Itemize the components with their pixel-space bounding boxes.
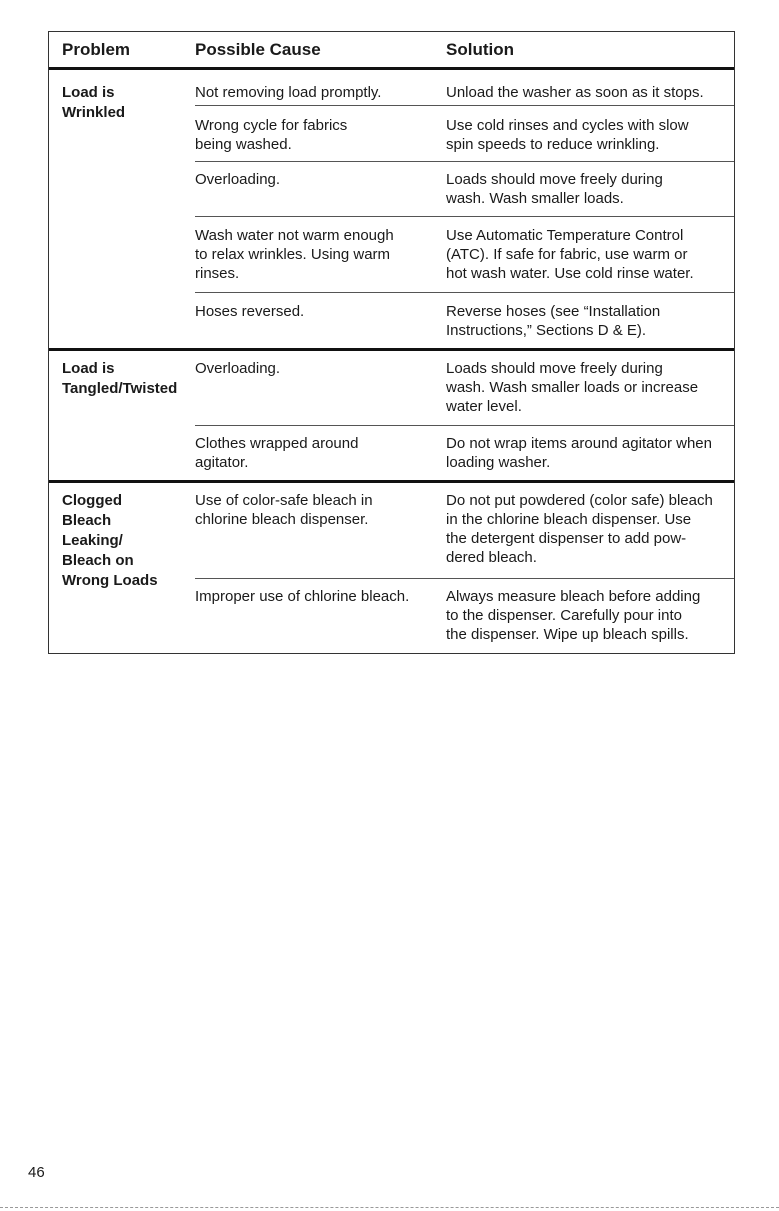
- solution-cell: Do not wrap items around agitator when loading washer.: [446, 435, 712, 471]
- cause-cell: Clothes wrapped around agitator.: [195, 435, 359, 471]
- problem-clogged-bleach: Clogged Bleach Leaking/ Bleach on Wrong Loads: [62, 492, 158, 589]
- header-rule: [49, 67, 734, 70]
- problem-load-wrinkled: Load is Wrinkled: [62, 84, 126, 121]
- solution-cell: Use cold rinses and cycles with slow spin speeds to reduce wrinkling.: [446, 117, 689, 153]
- problem-load-tangled: Load is Tangled/Twisted: [62, 360, 178, 397]
- solution-cell: Reverse hoses (see “Installation Instructions,” Sections D & E).: [446, 303, 661, 339]
- solution-cell: Use Automatic Temperature Control (ATC). If safe for fabric, use warm or hot wash water. Use cold rinse water.: [446, 227, 694, 282]
- solution-cell: Always measure bleach before adding to the dispenser. Carefully pour into the dispenser. Wipe up bleach spills.: [446, 588, 701, 643]
- solution-cell: Unload the washer as soon as it stops.: [446, 84, 704, 101]
- row-divider: [195, 161, 734, 162]
- group-rule: [49, 348, 734, 351]
- cause-cell: Wash water not warm enough to relax wrinkles. Using warm rinses.: [195, 227, 394, 282]
- row-divider: [195, 105, 734, 106]
- row-divider: [195, 425, 734, 426]
- solution-cell: Loads should move freely during wash. Wash smaller loads.: [446, 171, 663, 207]
- cause-cell: Improper use of chlorine bleach.: [195, 588, 410, 605]
- cause-cell: Not removing load promptly.: [195, 84, 382, 101]
- solution-cell: Do not put powdered (color safe) bleach in the chlorine bleach dispenser. Use the detergent dispenser to add pow- dered bleach.: [446, 492, 713, 566]
- header-solution: Solution: [446, 40, 514, 59]
- group-rule: [49, 480, 734, 483]
- row-divider: [195, 216, 734, 217]
- header-problem: Problem: [62, 40, 131, 59]
- cause-cell: Overloading.: [195, 171, 281, 188]
- header-possible-cause: Possible Cause: [195, 40, 321, 59]
- cause-cell: Wrong cycle for fabrics being washed.: [195, 117, 348, 153]
- page-number: 46: [28, 1164, 45, 1181]
- row-divider: [195, 578, 734, 579]
- cause-cell: Use of color-safe bleach in chlorine bleach dispenser.: [195, 492, 373, 528]
- page-bottom-rule: [0, 1207, 779, 1208]
- solution-cell: Loads should move freely during wash. Wash smaller loads or increase water level.: [446, 360, 699, 415]
- troubleshooting-table: [48, 31, 735, 654]
- cause-cell: Overloading.: [195, 360, 281, 377]
- cause-cell: Hoses reversed.: [195, 303, 305, 320]
- row-divider: [195, 292, 734, 293]
